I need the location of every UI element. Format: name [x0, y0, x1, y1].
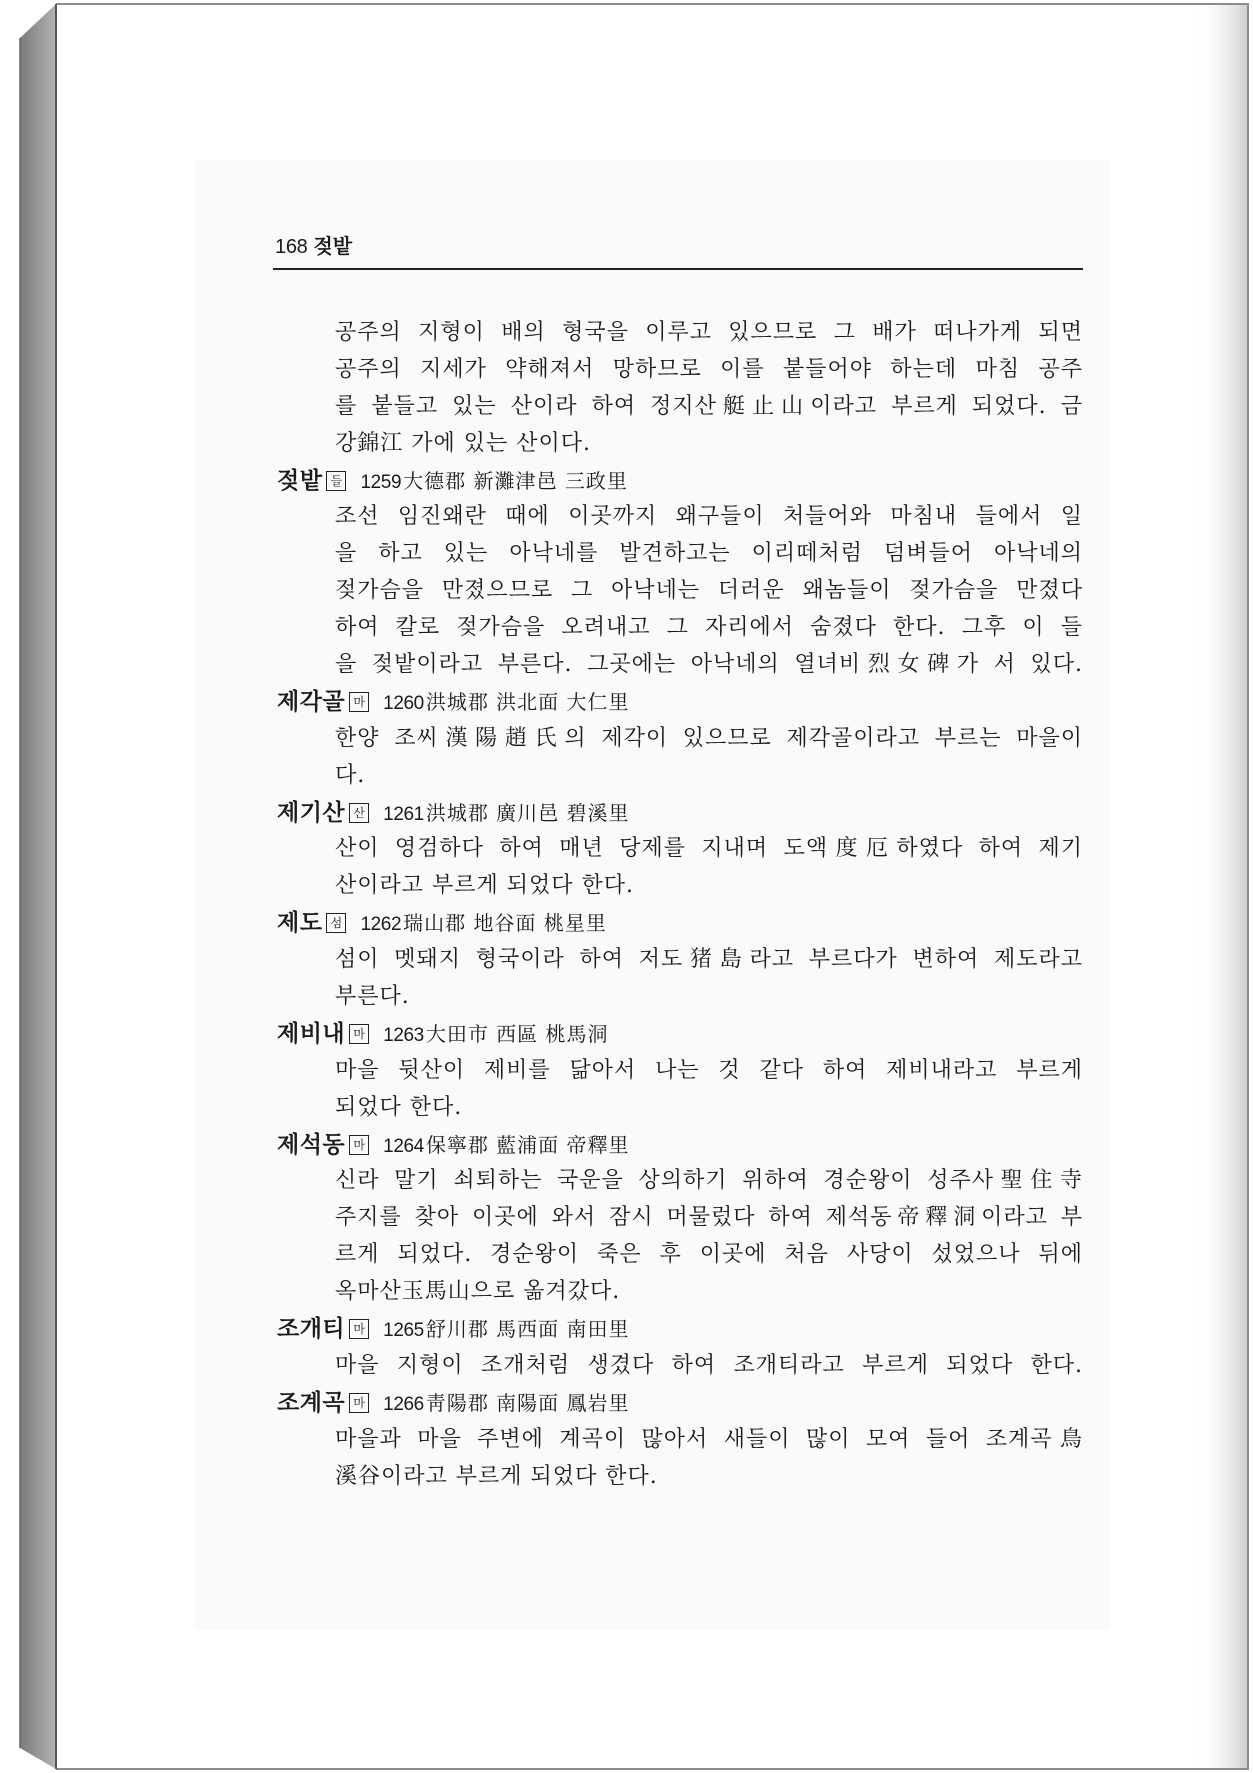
body-line: 젖가슴을 만졌으므로 그 아낙네는 더러운 왜놈들이 젖가슴을 만졌다	[335, 578, 1083, 604]
entry-location: 洪城郡 洪北面 大仁里	[425, 689, 630, 714]
entry-headword-line	[277, 1385, 1083, 1422]
entry-location: 舒川郡 馬西面 南田里	[425, 1317, 630, 1342]
body-line: 부른다.	[335, 984, 410, 1010]
entry-number: 1259	[360, 471, 402, 493]
entry-headword-line	[277, 684, 1083, 721]
headword: 제석동	[277, 1130, 346, 1158]
body-line: 마을 뒷산이 제비를 닮아서 나는 것 같다 하여 제비내라고 부르게	[335, 1057, 1083, 1083]
headword: 제비내	[277, 1019, 346, 1047]
entry-type-mark: 마	[349, 1024, 369, 1044]
entry-number: 1260	[383, 692, 424, 714]
entry-location: 瑞山郡 地谷面 桃星里	[403, 911, 607, 936]
body-line: 르게 되었다. 경순왕이 죽은 후 이곳에 처음 사당이 섰었으나 뒤에	[335, 1242, 1083, 1268]
body-line: 되었다 한다.	[335, 1094, 463, 1120]
entry-type-mark: 들	[326, 471, 346, 491]
entry-number: 1264	[383, 1135, 424, 1157]
body-line: 한양 조씨漢陽趙氏의 제각이 있으므로 제각골이라고 부르는 마을이	[335, 725, 1083, 751]
body-line: 을 젖밭이라고 부른다. 그곳에는 아낙네의 열녀비烈女碑가 서 있다.	[335, 652, 1083, 678]
body-line: 섬이 멧돼지 형국이라 하여 저도猪島라고 부르다가 변하여 제도라고	[335, 947, 1083, 973]
entry	[277, 1127, 1083, 1311]
entry-location: 保寧郡 藍浦面 帝釋里	[425, 1132, 630, 1157]
body-line: 마을과 마을 주변에 계곡이 많아서 새들이 많이 모여 들어 조계곡鳥	[335, 1426, 1083, 1452]
headword: 조개티	[277, 1315, 346, 1343]
entry-headword-line	[277, 905, 1083, 942]
body-line: 강錦江 가에 있는 산이다.	[335, 430, 591, 456]
entry-number: 1266	[383, 1393, 424, 1415]
entry-type-mark: 마	[349, 1135, 369, 1155]
body-line: 다.	[335, 762, 366, 788]
header-rule	[273, 268, 1083, 270]
entry-headword-line	[277, 1016, 1083, 1053]
headword: 조계곡	[277, 1388, 346, 1416]
entry-headword-line	[277, 1127, 1083, 1164]
entry	[277, 905, 1083, 1016]
entry	[277, 684, 1083, 795]
body-line: 溪谷이라고 부르게 되었다 한다.	[335, 1463, 658, 1489]
entry-type-mark: 마	[349, 692, 369, 712]
headword: 제각골	[277, 687, 346, 715]
body-line: 하여 칼로 젖가슴을 오려내고 그 자리에서 숨졌다 한다. 그후 이 들	[335, 615, 1083, 641]
text-block	[277, 315, 1083, 1496]
entry-location: 洪城郡 廣川邑 碧溪里	[425, 800, 630, 825]
continuation-paragraph	[277, 315, 1083, 463]
body-line: 산이라고 부르게 되었다 한다.	[335, 873, 634, 899]
headword: 제기산	[277, 798, 346, 826]
body-line: 주지를 찾아 이곳에 와서 잠시 머물렀다 하여 제석동帝釋洞이라고 부	[335, 1205, 1083, 1231]
body-line: 마을 지형이 조개처럼 생겼다 하여 조개티라고 부르게 되었다 한다.	[335, 1352, 1083, 1378]
entry-type-mark: 섬	[326, 913, 346, 933]
body-line: 을 하고 있는 아낙네를 발견하고는 이리떼처럼 덤벼들어 아낙네의	[335, 541, 1083, 567]
entry-location: 大德郡 新灘津邑 三政里	[403, 468, 628, 493]
entry-type-mark: 마	[349, 1319, 369, 1339]
entry-number: 1262	[360, 914, 402, 936]
running-title: 젖밭	[313, 236, 353, 258]
headword: 젖밭	[277, 466, 323, 494]
entry-type-mark: 산	[349, 803, 369, 823]
entry-location: 大田市 西區 桃馬洞	[425, 1021, 609, 1046]
body-line: 신라 말기 쇠퇴하는 국운을 상의하기 위하여 경순왕이 성주사聖住寺	[335, 1168, 1083, 1194]
entry	[277, 1016, 1083, 1127]
entry	[277, 795, 1083, 906]
page-number: 168	[275, 236, 308, 258]
entry-headword-line	[277, 463, 1083, 500]
page-header	[275, 232, 1083, 262]
entry-number: 1261	[383, 803, 424, 825]
entry	[277, 463, 1083, 684]
entry-headword-line	[277, 795, 1083, 832]
entry-number: 1263	[383, 1024, 424, 1046]
entry-location: 靑陽郡 南陽面 鳳岩里	[425, 1390, 630, 1415]
book-spine	[20, 4, 56, 1769]
entry-headword-line	[277, 1311, 1083, 1348]
body-line: 조선 임진왜란 때에 이곳까지 왜구들이 처들어와 마침내 들에서 일	[335, 504, 1083, 530]
entry	[277, 1385, 1083, 1496]
entry-number: 1265	[383, 1320, 424, 1342]
body-line: 옥마산玉馬山으로 옮겨갔다.	[335, 1279, 621, 1305]
headword: 제도	[277, 909, 323, 937]
entry	[277, 1311, 1083, 1385]
body-line: 공주의 지세가 약해져서 망하므로 이를 붙들어야 하는데 마침 공주	[335, 356, 1083, 382]
page-edge-shadow	[1195, 4, 1247, 1769]
body-line: 산이 영검하다 하여 매년 당제를 지내며 도액度厄하였다 하여 제기	[335, 836, 1083, 862]
body-line: 를 붙들고 있는 산이라 하여 정지산艇止山이라고 부르게 되었다. 금	[335, 393, 1083, 419]
entry-type-mark: 마	[349, 1393, 369, 1413]
body-line: 공주의 지형이 배의 형국을 이루고 있으므로 그 배가 떠나가게 되면	[335, 320, 1083, 345]
